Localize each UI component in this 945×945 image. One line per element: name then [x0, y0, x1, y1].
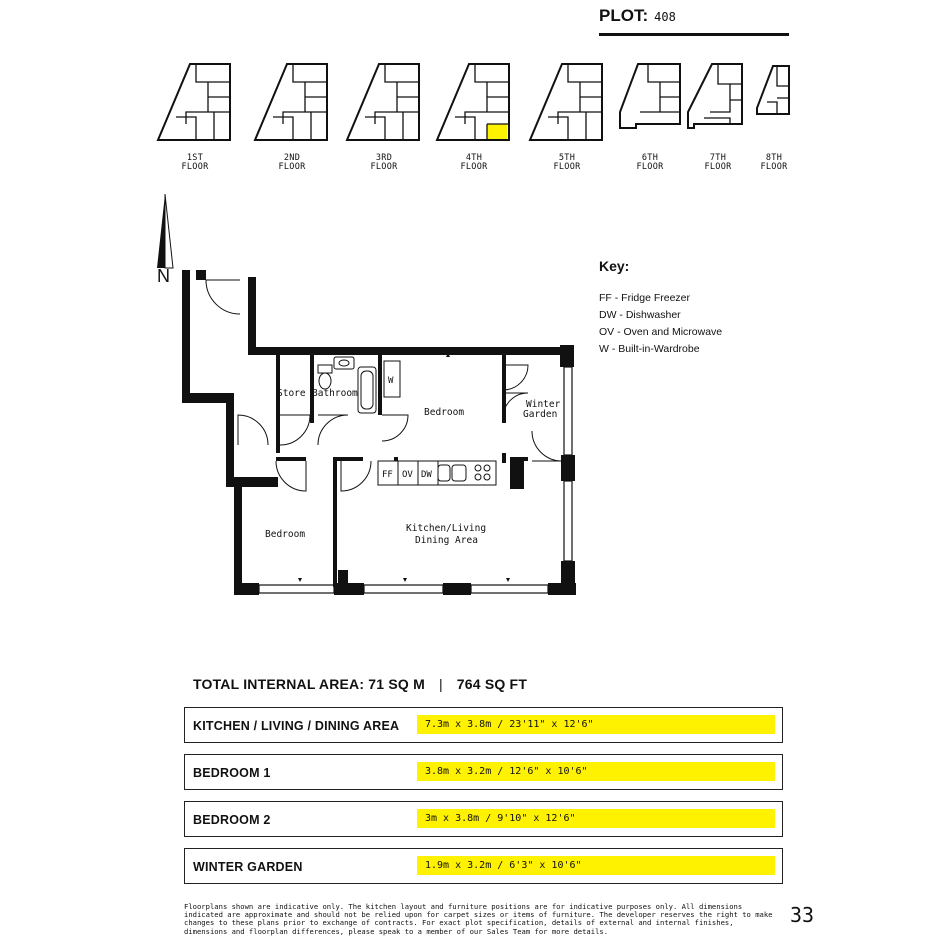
floor-label: 8TH FLOOR [760, 153, 788, 172]
room-label-bathroom: Bathroom [312, 388, 358, 399]
appliance-w: W [388, 376, 394, 386]
dimension-room: KITCHEN / LIVING / DINING AREA [193, 719, 400, 733]
dimension-row-kitchen [184, 707, 783, 743]
floor-plan-thumbnail-icon [435, 62, 513, 142]
key-item-ff: FF - Fridge Freezer [599, 292, 691, 304]
plot-header [599, 6, 676, 26]
plot-label: PLOT [599, 6, 643, 25]
key-item-ov: OV - Oven and Microwave [599, 326, 723, 338]
floor-thumb-1[interactable] [155, 62, 235, 172]
floor-thumb-4[interactable] [434, 62, 514, 172]
floor-label: 5TH FLOOR [553, 153, 581, 172]
appliance-dw: DW [421, 470, 432, 480]
disclaimer-text: Floorplans shown are indicative only. The kitchen layout and furniture positions are for indicative purposes only. All dimensions indicated are approximate and should not be relied upon for carpet sizes or items of furniture. The developer reserves the right to make changes to these plans prior to exchange of contracts. For exact plot specification, details of external and internal finishes, dimensions and floorplan differences, please speak to a member of our Sales Team for more details. [184, 902, 773, 936]
floor-thumb-3[interactable] [344, 62, 424, 172]
room-label-bedroom-2: Bedroom [265, 529, 306, 540]
dimension-room: BEDROOM 1 [193, 766, 271, 780]
floor-thumb-5[interactable] [527, 62, 607, 172]
dimension-value: 3.8m x 3.2m / 12'6" x 10'6" [417, 762, 775, 781]
floor-thumb-7[interactable] [683, 62, 753, 172]
dimension-row-winter-garden [184, 848, 783, 884]
dimension-value: 7.3m x 3.8m / 23'11" x 12'6" [417, 715, 775, 734]
dimension-row-bedroom-2 [184, 801, 783, 837]
key-title: Key: [599, 258, 630, 274]
key-item-w: W - Built-in-Wardrobe [599, 343, 700, 355]
floor-thumb-6[interactable] [615, 62, 685, 172]
north-label: N [157, 266, 170, 286]
legend-key [599, 258, 722, 360]
area-metric: TOTAL INTERNAL AREA: 71 SQ M [193, 676, 425, 692]
floor-plan-thumbnail-icon [253, 62, 331, 142]
total-internal-area [193, 676, 527, 692]
room-label-winter-garden-2: Garden [523, 409, 558, 420]
kitchen-counter [378, 461, 496, 485]
floor-label: 3RD FLOOR [370, 153, 398, 172]
dimension-row-bedroom-1 [184, 754, 783, 790]
floor-plan-thumbnail-icon [156, 62, 234, 142]
floor-plan-thumbnail-icon [616, 62, 684, 142]
floor-thumb-8[interactable] [754, 62, 794, 172]
room-label-kitchen-1: Kitchen/Living [406, 523, 487, 534]
dimension-value: 1.9m x 3.2m / 6'3" x 10'6" [417, 856, 775, 875]
room-label-store: Store [277, 388, 306, 399]
north-arrow-icon [150, 192, 180, 272]
key-item-dw: DW - Dishwasher [599, 309, 681, 321]
floor-plan-thumbnail-icon [528, 62, 606, 142]
floor-label: 7TH FLOOR [704, 153, 732, 172]
area-separator: | [438, 676, 443, 692]
area-imperial: 764 SQ FT [456, 676, 528, 692]
dimension-room: WINTER GARDEN [193, 860, 303, 874]
plot-number: 408 [654, 10, 676, 24]
floor-label: 1ST FLOOR [181, 153, 209, 172]
appliance-ff: FF [382, 470, 393, 480]
dimension-value: 3m x 3.8m / 9'10" x 12'6" [417, 809, 775, 828]
north-arrow [150, 192, 180, 292]
room-label-bedroom-1: Bedroom [424, 407, 465, 418]
dimension-room: BEDROOM 2 [193, 813, 271, 827]
plot-colon: : [642, 6, 649, 25]
appliance-ov: OV [402, 470, 413, 480]
floor-label: 4TH FLOOR [460, 153, 488, 172]
walls [182, 270, 576, 595]
floor-plan-thumbnail-icon [755, 62, 793, 142]
plot-underline [599, 33, 789, 36]
floor-thumb-2[interactable] [252, 62, 332, 172]
floor-plan [178, 265, 588, 605]
floor-label: 6TH FLOOR [636, 153, 664, 172]
page-number: 33 [790, 903, 815, 927]
floor-plan-thumbnail-icon [345, 62, 423, 142]
room-label-winter-garden-1: Winter [526, 399, 561, 410]
floor-label: 2ND FLOOR [278, 153, 306, 172]
floor-selector [150, 62, 800, 182]
floor-plan-thumbnail-icon [684, 62, 752, 142]
room-label-kitchen-2: Dining Area [415, 535, 478, 546]
